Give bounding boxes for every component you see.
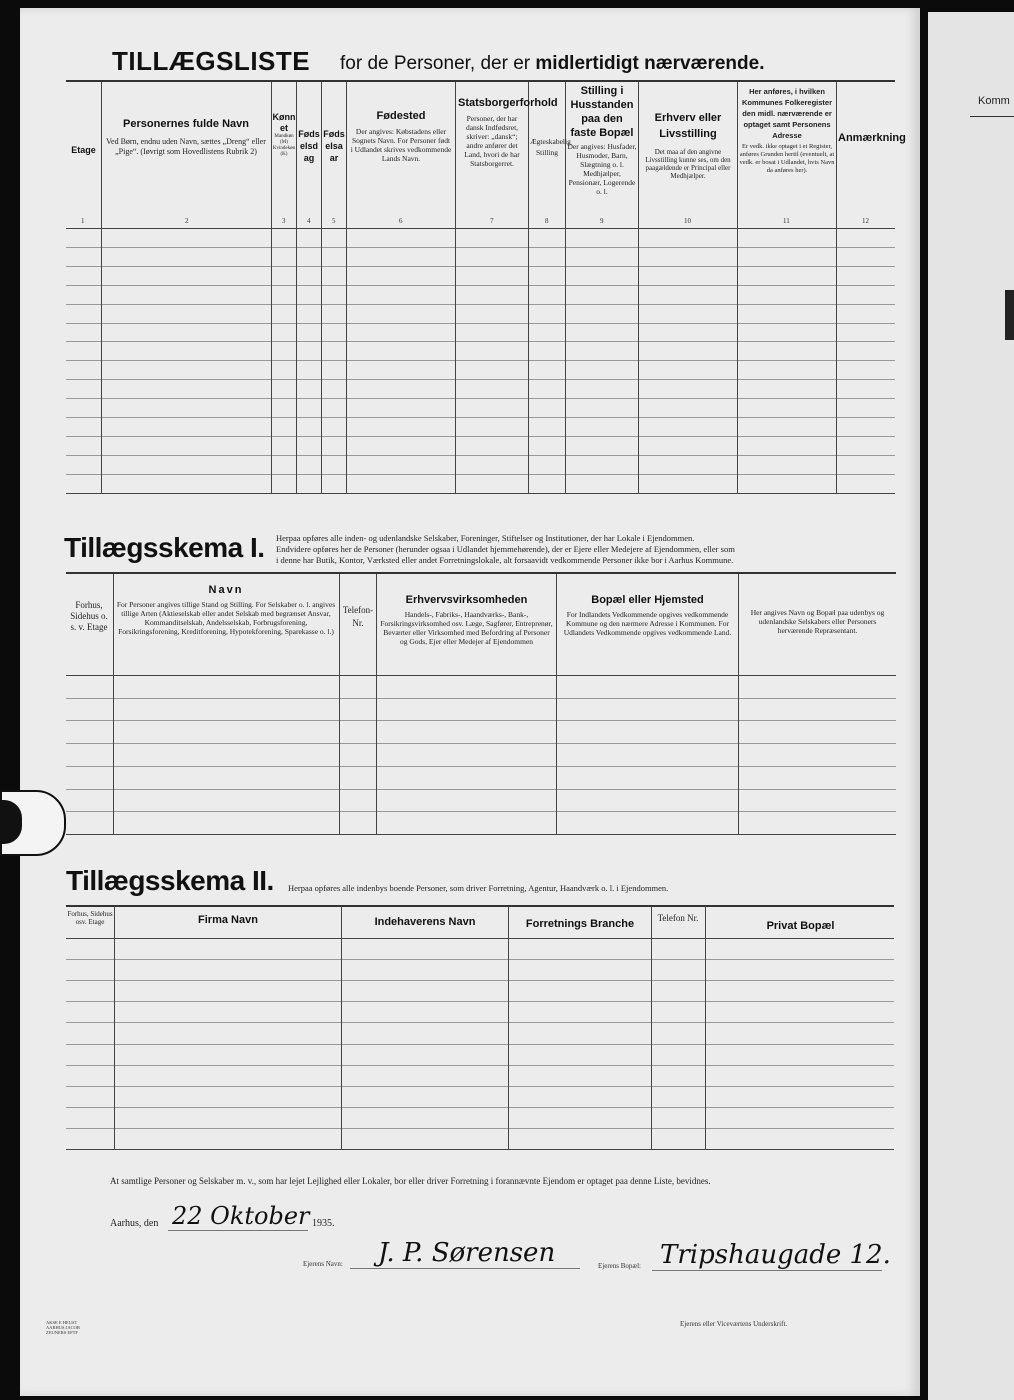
main-table-row-line [66,341,895,342]
main-table-row-line [66,436,895,437]
schema2-row-line [66,1086,894,1087]
main-col-divider [528,82,529,493]
schema2-col-address: Privat Bopæl [766,920,835,932]
schema2-col-owner: Indehaverens Navn [374,916,476,928]
schema1-row-line [66,766,896,767]
main-col-divider [101,82,102,493]
schema2-row-line [66,1128,894,1129]
main-table-row-line [66,304,895,305]
schema1-col-name: Navn For Personer angives tillige Stand og Stilling. For Selskaber o. l. angives tillige Arten (Aktieselskab eller andet Selskab med begrænset Ansvar, Kommanditselskab, Andelsselskab, Forbrugsforening, Forsikringsforening, Kreditforening, Hypotekforening, Sparekasse o. l.) [116,584,336,636]
schema2-header-rule [66,938,894,939]
schema1-col-name-desc: For Personer angives tillige Stand og Stilling. For Selskaber o. l. angives tillige Arten (Aktieselskab eller andet Selskab med begrænset Ansvar, Kommanditselskab, Andelsselskab, Forbrugsforening, Forsikringsforening, Kreditforening, Hypotekforening, Sparekasse o. l.) [116,600,336,636]
schema2-col-phone: Telefon Nr. [657,913,699,923]
main-table-row-line [66,323,895,324]
schema1-col-divider [376,574,377,834]
schema1-intro [276,533,896,566]
col-desc-register: Er vedk. ikke optaget i et Register, anføres Grunden hertil (eventuelt, at vedk. er bosat i Udlandet, hvis Navn da anføres her). [739,143,835,174]
col-number: 10 [684,217,691,225]
schema1-row-line [66,789,896,790]
adjacent-page-tab [1005,290,1014,340]
col-desc-citizenship: Personer, der har dansk Indfødsret, skriver: „dansk“; andre anfører det Land, hvori de har Statsborgerret. [464,114,520,168]
main-table-row-line [66,417,895,418]
col-header-remarks: Anmærkning [838,132,906,144]
main-table-row-line [66,398,895,399]
col-header-gender: Kønnet Mandkøn (M) Kvindekøn (K) [272,112,296,157]
schema1-top-rule [66,572,896,574]
col-header-occupation: Erhverv eller Livsstilling Det maa af den angivne Livsstilling kunne ses, om den paagældende er Principal eller Medhjælper. [641,110,735,180]
col-desc-gender: Mandkøn (M) Kvindekøn (K) [272,134,296,157]
col-header-birthplace: Fødested Der angives: Købstadens eller Sognets Navn. For Personer født i Udlandet skrives vedkommende Lands Navn. [350,110,452,163]
col-header-birthday: Fødselsdag [298,129,320,163]
col-header-household: Stilling i Husstanden paa den faste Bopæl Der angives: Husfader, Husmoder, Barn, Slægtning o. l. Medhjælper, Pensionær, Logerende o. l. [567,85,637,196]
col-number: 12 [862,217,869,225]
schema2-col-firm: Firma Navn [198,914,258,926]
col-header-register: Her anføres, i hvilken Kommunes Folkeregister den midl. nærværende er optaget samt Personens Adresse Er vedk. ikke optaget i et Register, anføres Grunden hertil (eventuelt, at vedk. er bosat i Udlandet, hvis Navn da anføres her). [739,87,835,174]
schema1-col-etage: Forhus, Sidehus o. s. v. Etage [70,600,108,632]
col-number: 2 [185,217,189,225]
owner-name-label: Ejerens Navn: [303,1260,343,1268]
form-subtitle-a: for de Personer, der er [340,53,531,74]
col-header-birthyear: Fødselsaar [323,129,345,163]
col-number: 1 [81,217,85,225]
adjacent-page-rule [970,116,1014,117]
col-header-citizenship: Statsborgerforhold Personer, der har dansk Indfødsret, skriver: „dansk“; andre anfører det Land, hvori de har Statsborgerret. [458,97,558,168]
schema1-intro-line: i denne har Butik, Kontor, Værksted eller andet Forretningslokale, alt forsaavidt vedkommende Personer ikke bor i Aarhus Kommune. [276,555,734,565]
schema2-title: Tillægsskema II. [66,865,274,896]
form-title: TILLÆGSLISTE [112,46,311,76]
owner-name-line [350,1268,580,1269]
schema2-col-divider [705,907,706,1149]
schema2-top-rule [66,905,894,907]
schema2-row-line [66,1044,894,1045]
col-desc-name: Ved Børn, endnu uden Navn, sættes „Dreng“ eller „Pige“. (Iøvrigt som Hovedlistens Rubrik 2) [106,137,266,156]
printer-mark: AKSE E HEUST AARHUS JACOB ZEUNERS EFTF [46,1320,80,1335]
schema2-col-etage: Forhus, Sidehus osv. Etage [67,910,113,926]
schema2-intro: Herpaa opføres alle indenbys boende Personer, som driver Forretning, Agentur, Haandværk o. l. i Ejendommen. [288,883,669,893]
schema2-row-line [66,959,894,960]
main-col-divider [296,82,297,493]
col-header-name: Personernes fulde Navn Ved Børn, endnu uden Navn, sættes „Dreng“ eller „Pige“. (Iøvrigt som Hovedlistens Rubrik 2) [104,118,268,157]
col-number: 7 [490,217,494,225]
schema1-row-line [66,743,896,744]
main-col-divider [836,82,837,493]
main-col-divider [737,82,738,493]
col-number: 5 [332,217,336,225]
main-col-divider [346,82,347,493]
schema1-col-residence-desc: For Indlandets Vedkommende opgives vedkommende Kommune og den nærmere Adresse i Kommunen. For Udlandets Vedkommende opgives vedkommende Land. [563,610,732,637]
main-table-row-line [66,247,895,248]
schema1-col-divider [113,574,114,834]
schema1-col-representative: Her angives Navn og Bopæl paa udenbys og udenlandske Selskabers eller Personers herværende Repræsentant. [750,608,885,635]
signature-label: Ejerens eller Viceværtens Underskrift. [680,1320,788,1328]
form-subtitle-b: midlertidigt nærværende. [535,53,765,74]
schema2-bottom-rule [66,1149,894,1150]
col-desc-household: Der angives: Husfader, Husmoder, Barn, Slægtning o. l. Medhjælper, Pensionær, Logerende o. l. [567,142,637,196]
col-number: 8 [545,217,549,225]
adjacent-page [928,12,1014,1400]
owner-address-handwritten: Tripshaugade 12. [660,1240,891,1270]
adjacent-page-text: Komm [978,95,1010,107]
main-col-divider [638,82,639,493]
schema1-col-business: Erhvervsvirksomheden Handels-, Fabriks-, Haandværks-, Bank-, Forsikringsvirksomhed osv. Læge, Sagfører, Entreprenør, Beværter eller Virksomhed med Befordring af Personer og Gods, Ejer eller Medejer af Ejendommen [380,594,553,646]
schema2-col-branch: Forretnings Branche [525,918,635,930]
schema1-col-divider [339,574,340,834]
schema2-row-line [66,1001,894,1002]
year-label: 1935. [312,1218,335,1229]
col-desc-birthplace: Der angives: Købstadens eller Sognets Navn. For Personer født i Udlandet skrives vedkommende Lands Navn. [350,127,452,163]
col-header-etage: Etage [71,145,96,155]
form-subtitle [340,53,765,75]
main-table-row-line [66,266,895,267]
main-table-row-line [66,285,895,286]
schema1-col-business-desc: Handels-, Fabriks-, Haandværks-, Bank-, Forsikringsvirksomhed osv. Læge, Sagfører, Entreprenør, Beværter eller Virksomhed med Befordring af Personer og Gods, Ejer eller Medejer af Ejendommen [380,610,553,646]
schema1-bottom-rule [66,834,896,835]
schema1-intro-line: Endvidere opføres her de Personer (herunder ogsaa i Udlandet hjemmehørende), der er Ejere eller Medejere af Ejendommen, eller som [276,544,735,554]
schema1-row-line [66,811,896,812]
col-number: 6 [399,217,403,225]
schema2-col-divider [651,907,652,1149]
schema1-title: Tillægsskema I. [64,532,265,563]
main-table-row-line [66,455,895,456]
schema2-row-line [66,1022,894,1023]
schema1-col-divider [738,574,739,834]
main-table-row-line [66,379,895,380]
schema2-col-divider [508,907,509,1149]
schema1-intro-line: Herpaa opføres alle inden- og udenlandske Selskaber, Foreninger, Stiftelser og Institutioner, der har Lokale i Ejendommen. [276,533,695,543]
schema2-row-line [66,1065,894,1066]
date-handwritten: 22 Oktober [172,1202,310,1230]
main-table-header-rule [66,228,895,229]
col-number: 9 [600,217,604,225]
schema1-col-residence: Bopæl eller Hjemsted For Indlandets Vedkommende opgives vedkommende Kommune og den nærmere Adresse i Kommunen. For Udlandets Vedkommende opgives vedkommende Land. [560,594,735,637]
col-number: 3 [282,217,286,225]
schema2-col-divider [341,907,342,1149]
owner-address-label: Ejerens Bopæl: [598,1262,641,1270]
main-table-top-rule [66,80,895,82]
main-col-divider [321,82,322,493]
schema2-col-divider [114,907,115,1149]
main-table-row-line [66,474,895,475]
schema1-col-divider [556,574,557,834]
schema1-row-line [66,720,896,721]
main-table-bottom-rule [66,493,895,494]
owner-address-line [652,1270,882,1271]
main-col-divider [455,82,456,493]
col-desc-occupation: Det maa af den angivne Livsstilling kunne ses, om den paagældende er Principal eller Medhjælper. [645,148,731,180]
declaration-text: At samtlige Personer og Selskaber m. v., som har lejet Lejlighed eller Lokaler, bor eller driver Forretning i forannævnte Ejendom er optaget paa denne Liste, bevidnes. [110,1176,711,1186]
schema2-row-line [66,1107,894,1108]
place-label: Aarhus, den [110,1218,159,1229]
schema2-row-line [66,980,894,981]
col-number: 11 [783,217,790,225]
col-header-marital: Ægteskabelig Stilling [530,137,571,157]
schema1-row-line [66,698,896,699]
owner-name-handwritten: J. P. Sørensen [378,1238,556,1268]
col-number: 4 [307,217,311,225]
schema1-col-phone: Telefon-Nr. [342,605,374,628]
date-line [168,1230,308,1231]
main-table-row-line [66,360,895,361]
schema1-header-rule [66,675,896,676]
